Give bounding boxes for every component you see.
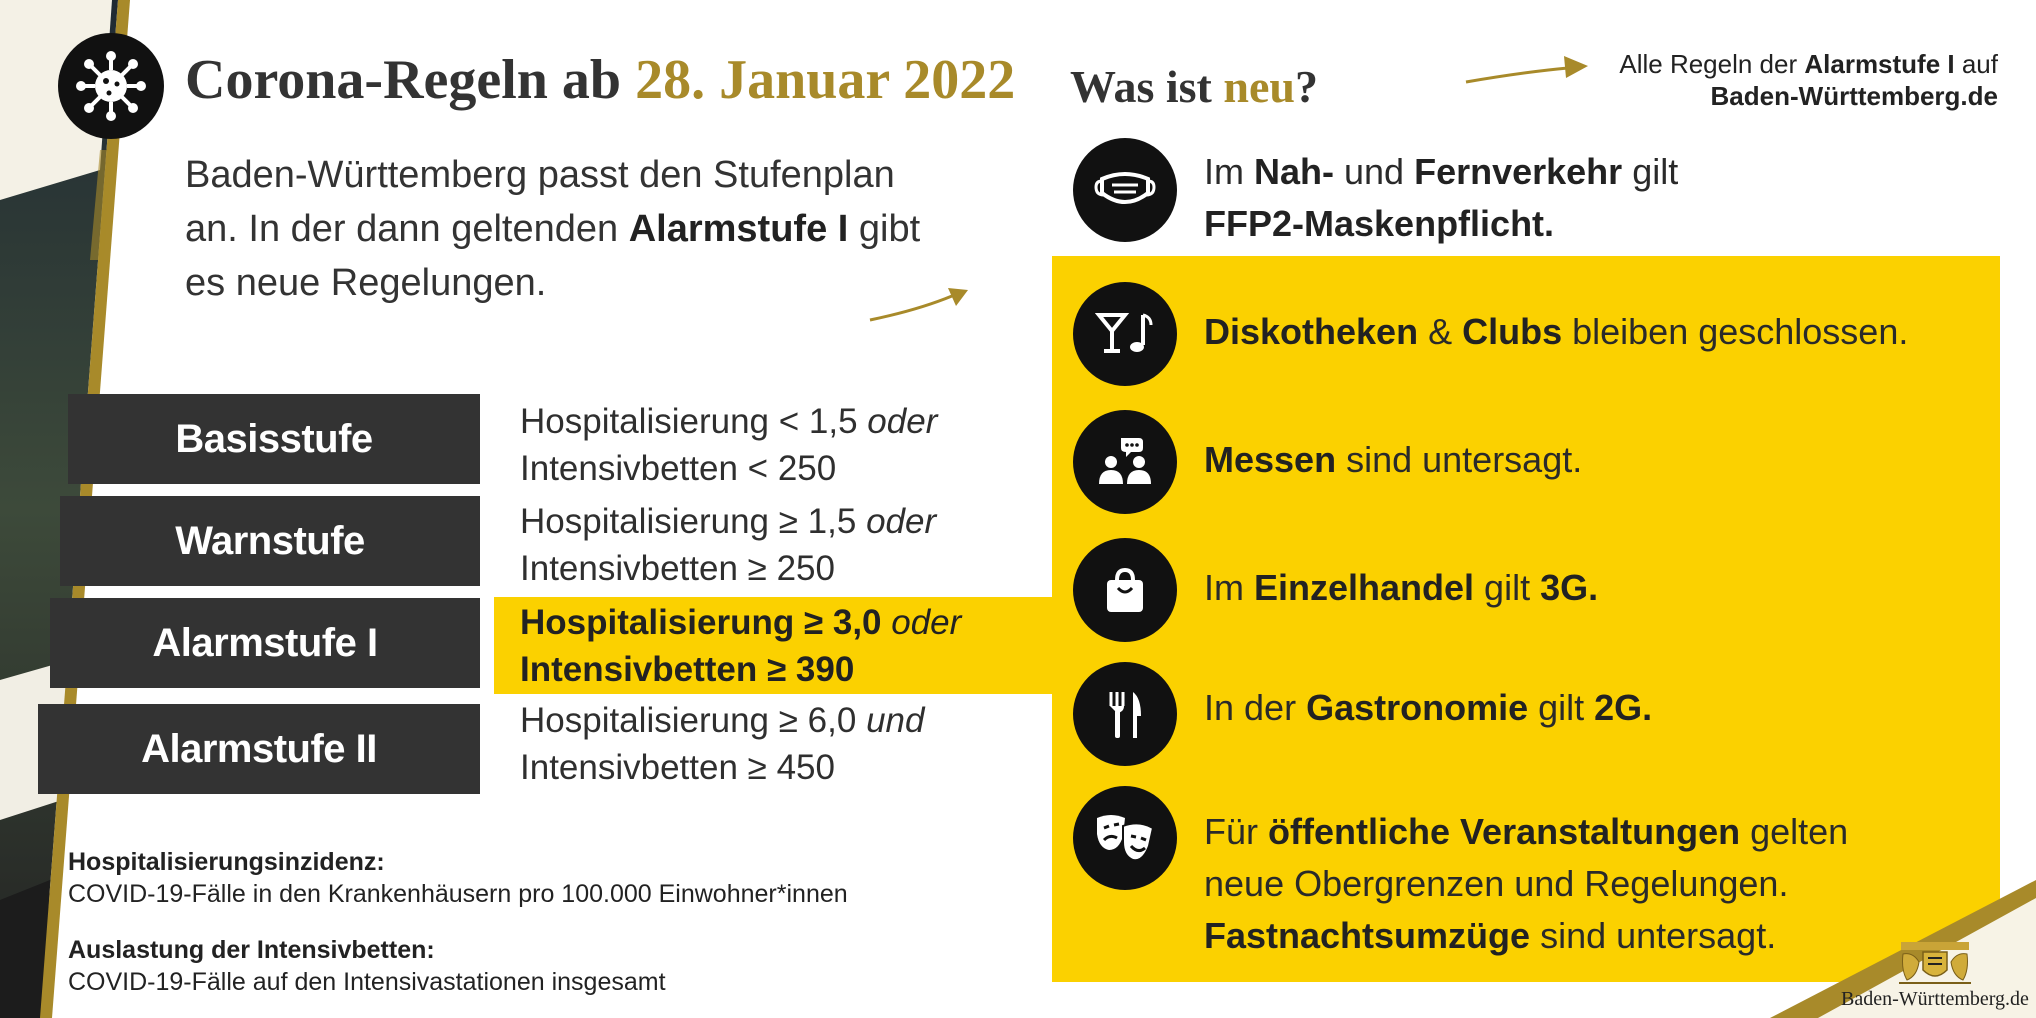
rule-text-clubs [1204,306,1994,358]
intro-text [185,148,945,310]
level-label-alarmstufe-2: Alarmstufe II [38,704,480,794]
rule-text-fairs [1204,434,1994,486]
logo-text: Baden-Württemberg.de [1841,988,2029,1010]
news-title-prefix: Was ist [1070,61,1224,112]
rule-text-bold: Fernverkehr [1414,151,1623,192]
link-bold: Alarmstufe I [1804,49,1955,79]
rule-text-bold: Messen [1204,439,1337,480]
rule-text-part: gelten [1740,811,1849,852]
rule-text-bold: Nah- [1254,151,1334,192]
rule-icon-mask [1073,138,1177,242]
level-label-alarmstufe-1: Alarmstufe I [50,598,480,688]
level-label-warnstufe: Warnstufe [60,496,480,586]
level-label-basisstufe: Basisstufe [68,394,480,484]
rule-text-part: gilt [1528,687,1595,728]
level-desc-line1: Hospitalisierung ≥ 3,0 [520,603,892,642]
virus-badge [58,33,164,139]
note-heading-icu: Auslastung der Intensivbetten: [68,936,435,964]
cocktail-music-icon [1095,309,1155,359]
rule-text-part: sind untersagt. [1530,915,1777,956]
level-desc-line2: Intensivbetten < 250 [520,449,837,488]
rule-icon-clubs [1073,282,1177,386]
rule-icon-gastro [1073,662,1177,766]
rule-text-gastro [1204,682,1994,734]
virus-icon [76,51,146,121]
rule-text-bold: öffentliche Veranstaltungen [1268,811,1741,852]
level-desc-basisstufe [520,398,1050,492]
intro-part1: Baden-Württemberg passt den Stufenplan an. In der dann geltenden [185,154,895,250]
rule-icon-events [1073,786,1177,890]
level-desc-line1: Hospitalisierung ≥ 1,5 [520,502,867,541]
rule-icon-retail [1073,538,1177,642]
note-text-icu: COVID-19-Fälle auf den Intensivastationen insgesamt [68,968,666,996]
note-text-hospitalization: COVID-19-Fälle in den Krankenhäusern pro 100.000 Einwohner*innen [68,880,848,908]
link-prefix: Alle Regeln der [1619,49,1805,79]
rule-text-part: neue Obergrenzen und Regelungen. [1204,863,1789,904]
rule-icon-fairs [1073,410,1177,514]
level-desc-conj: oder [891,603,962,642]
level-desc-line1: Hospitalisierung < 1,5 [520,402,868,441]
page-title [185,48,1015,112]
link-suffix: auf [1954,49,1998,79]
coat-of-arms-icon [1895,940,1975,986]
rule-text-bold: 2G. [1594,687,1653,728]
rule-text-part: und [1334,151,1415,192]
intro-part2: gibt es neue Regelungen. [185,208,921,304]
shopping-bag-icon [1103,566,1147,614]
rule-text-part: Im [1204,151,1254,192]
title-date: 28. Januar 2022 [635,49,1016,111]
level-desc-conj: oder [866,502,937,541]
level-desc-conj: oder [867,402,938,441]
level-desc-line1: Hospitalisierung ≥ 6,0 [520,701,867,740]
level-desc-line2: Intensivbetten ≥ 250 [520,549,835,588]
rule-text-bold: FFP2-Maskenpflicht. [1204,203,1555,244]
news-title-highlight: neu [1223,61,1295,112]
arrow-decoration [868,284,972,324]
intro-bold: Alarmstufe I [628,208,849,250]
level-desc-alarmstufe-2 [520,697,1050,791]
rule-text-part: Für [1204,811,1269,852]
rule-text-part: gilt [1474,567,1541,608]
level-desc-warnstufe [520,498,1050,592]
level-desc-line2: Intensivbetten ≥ 390 [520,650,855,689]
rule-text-bold: Clubs [1462,311,1563,352]
title-prefix: Corona-Regeln ab [185,49,636,111]
level-desc-conj: und [866,701,925,740]
theater-masks-icon [1093,810,1157,866]
rule-text-part: In der [1204,687,1307,728]
level-desc-alarmstufe-1 [520,599,1050,693]
news-title [1070,60,1318,113]
people-speech-icon [1095,436,1155,488]
rule-text-retail [1204,562,1994,614]
state-logo [1840,940,2030,1014]
note-heading-hospitalization: Hospitalisierungsinzidenz: [68,848,385,876]
rule-text-bold: Einzelhandel [1254,567,1475,608]
rule-text-bold: Diskotheken [1204,311,1419,352]
definitions [68,846,968,998]
cutlery-icon [1105,688,1145,740]
rule-text-part: bleiben geschlossen. [1562,311,1909,352]
rule-text-bold: Fastnachtsumzüge [1204,915,1531,956]
rule-text-bold: Gastronomie [1306,687,1529,728]
rule-text-mask [1204,146,1994,250]
rule-text-part: Im [1204,567,1254,608]
rule-text-part: sind untersagt. [1336,439,1583,480]
link-site[interactable]: Baden-Württemberg.de [1710,81,1998,111]
rule-text-bold: 3G. [1540,567,1599,608]
mask-icon [1094,165,1156,215]
website-link[interactable] [1570,48,1998,112]
rule-text-part: gilt [1622,151,1679,192]
level-desc-line2: Intensivbetten ≥ 450 [520,748,835,787]
rule-text-part: & [1418,311,1463,352]
news-title-suffix: ? [1294,61,1318,112]
